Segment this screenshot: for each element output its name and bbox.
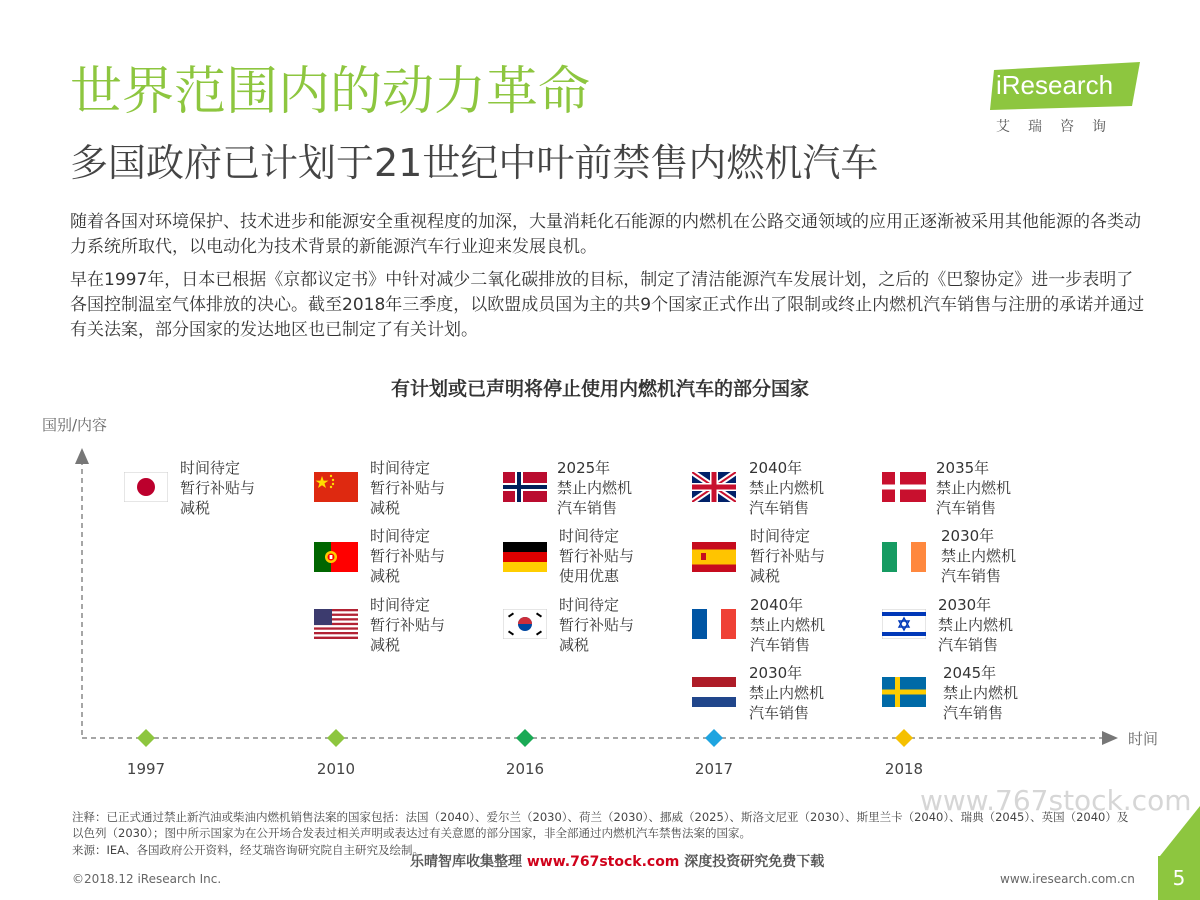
korea-flag bbox=[503, 609, 547, 639]
sweden-flag bbox=[882, 677, 926, 707]
germany-flag bbox=[503, 542, 547, 572]
copyright: ©2018.12 iResearch Inc. bbox=[72, 872, 222, 886]
watermark-url: www.767stock.com bbox=[920, 784, 1192, 817]
china-flag bbox=[314, 472, 358, 502]
y-axis-label: 国别/内容 bbox=[42, 416, 108, 434]
timeline-marker-2017 bbox=[705, 729, 723, 747]
page-title: 世界范围内的动力革命 bbox=[70, 62, 591, 122]
page-subtitle: 多国政府已计划于21世纪中叶前禁售内燃机汽车 bbox=[70, 141, 879, 185]
entry-spain: 时间待定 暂行补贴与 减税 bbox=[750, 527, 826, 585]
timeline-marker-1997 bbox=[137, 729, 155, 747]
page-number: 5 bbox=[1158, 856, 1200, 900]
intro-paragraph-2: 早在1997年，日本已根据《京都议定书》中针对减少二氧化碳排放的目标，制定了清洁能源汽车发展计划，之后的《巴黎协定》进一步表明了各国控制温室气体排放的决心。截至2018年三季度，以欧盟成员国为主的共9个国家正式作出了限制或终止内燃机汽车销售与注册的承诺并通过有关法案，部分国家的发达地区也已制定了有关计划。 bbox=[70, 270, 1145, 340]
corner-accent-shape bbox=[1140, 806, 1200, 856]
entry-uk: 2040年 禁止内燃机 汽车销售 bbox=[749, 459, 825, 517]
watermark-banner bbox=[410, 851, 824, 871]
entry-denmark: 2035年 禁止内燃机 汽车销售 bbox=[936, 459, 1012, 517]
entry-ireland: 2030年 禁止内燃机 汽车销售 bbox=[941, 527, 1017, 585]
france-flag bbox=[692, 609, 736, 639]
entry-portugal: 时间待定 暂行补贴与 减税 bbox=[370, 527, 446, 585]
footnote: 注释：已正式通过禁止新汽油或柴油内燃机销售法案的国家包括：法国（2040）、爱尔兰（2030）、荷兰（2030）、挪威（2025）、斯洛文尼亚（2030）、斯里兰卡（2040）、瑞典（2045）、英国（2040）及以色列（2030）；图中所示国家为在公开场合发表过相关声明或表达过有关意愿的部分国家，非全部通过内燃机汽车禁售法案的国家。 bbox=[72, 810, 1129, 840]
japan-flag bbox=[124, 472, 168, 502]
y-axis-arrow-icon bbox=[75, 448, 89, 464]
norway-flag bbox=[503, 472, 547, 502]
entry-netherlands: 2030年 禁止内燃机 汽车销售 bbox=[749, 664, 825, 722]
entry-germany: 时间待定 暂行补贴与 使用优惠 bbox=[559, 527, 635, 585]
entry-korea: 时间待定 暂行补贴与 减税 bbox=[559, 596, 635, 654]
year-label-2016: 2016 bbox=[505, 760, 545, 778]
portugal-flag bbox=[314, 542, 358, 572]
usa-flag bbox=[314, 609, 358, 639]
year-label-2017: 2017 bbox=[694, 760, 734, 778]
ireland-flag bbox=[882, 542, 926, 572]
watermark-banner-a: 乐晴智库收集整理 bbox=[410, 854, 527, 870]
entry-sweden: 2045年 禁止内燃机 汽车销售 bbox=[943, 664, 1019, 722]
netherlands-flag bbox=[692, 677, 736, 707]
x-axis-arrow-icon bbox=[1102, 731, 1118, 745]
entry-usa: 时间待定 暂行补贴与 减税 bbox=[370, 596, 446, 654]
timeline-marker-2018 bbox=[895, 729, 913, 747]
logo-wordmark: iResearch bbox=[996, 70, 1114, 100]
year-label-2018: 2018 bbox=[884, 760, 924, 778]
source-note: 来源：IEA、各国政府公开资料，经艾瑞咨询研究院自主研究及绘制。 bbox=[72, 843, 425, 857]
entry-israel: 2030年 禁止内燃机 汽车销售 bbox=[938, 596, 1014, 654]
israel-flag bbox=[882, 609, 926, 639]
timeline-marker-2016 bbox=[516, 729, 534, 747]
spain-flag bbox=[692, 542, 736, 572]
chart-title: 有计划或已声明将停止使用内燃机汽车的部分国家 bbox=[390, 378, 809, 400]
intro-paragraph-1: 随着各国对环境保护、技术进步和能源安全重视程度的加深，大量消耗化石能源的内燃机在公路交通领域的应用正逐渐被采用其他能源的各类动力系统所取代，以电动化为技术背景的新能源汽车行业迎来发展良机。 bbox=[70, 212, 1141, 257]
denmark-flag bbox=[882, 472, 926, 502]
watermark-banner-url: www.767stock.com bbox=[526, 854, 680, 870]
watermark-banner-c: 深度投资研究免费下载 bbox=[679, 854, 825, 870]
uk-flag bbox=[692, 472, 736, 502]
logo-chinese-name: 艾瑞咨询 bbox=[996, 119, 1124, 135]
entry-china: 时间待定 暂行补贴与 减税 bbox=[370, 459, 446, 517]
entry-france: 2040年 禁止内燃机 汽车销售 bbox=[750, 596, 826, 654]
timeline-marker-2010 bbox=[327, 729, 345, 747]
year-label-1997: 1997 bbox=[126, 760, 166, 778]
entry-japan: 时间待定 暂行补贴与 减税 bbox=[180, 459, 256, 517]
x-axis-label: 时间 bbox=[1128, 730, 1159, 748]
website-url: www.iresearch.com.cn bbox=[1000, 872, 1135, 886]
year-label-2010: 2010 bbox=[316, 760, 356, 778]
entry-norway: 2025年 禁止内燃机 汽车销售 bbox=[557, 459, 633, 517]
